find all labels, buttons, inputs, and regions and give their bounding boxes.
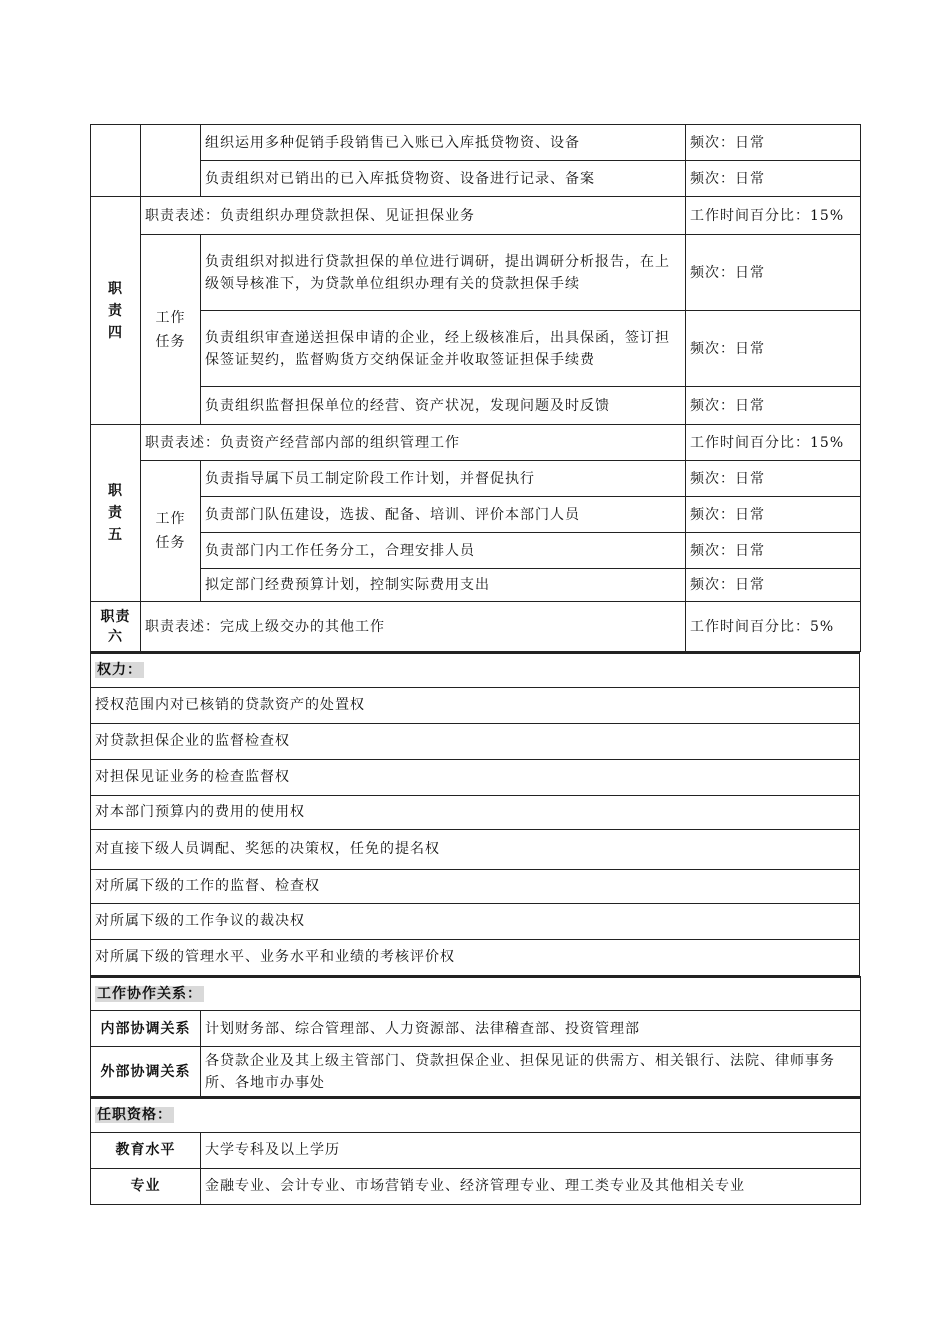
task-row (91, 387, 861, 425)
duty-description-row (91, 602, 861, 652)
duty-description-row (91, 425, 861, 461)
task-row (91, 569, 861, 602)
task-text: 组织运用多种促销手段销售已入账已入库抵贷物资、设备 (201, 125, 686, 161)
task-text: 负责组织对已销出的已入库抵贷物资、设备进行记录、备案 (201, 161, 686, 197)
task-text: 负责组织监督担保单位的经营、资产状况，发现问题及时反馈 (201, 387, 686, 425)
power-title: 权力： (91, 653, 860, 687)
task-row (91, 125, 861, 161)
task-text: 负责组织对拟进行贷款担保的单位进行调研，提出调研分析报告，在上级领导核准下，为贷款单位组织办理有关的贷款担保手续 (201, 235, 686, 311)
duty-description: 职责表述：负责组织办理贷款担保、见证担保业务 (141, 197, 686, 235)
power-item: 对担保见证业务的检查监督权 (91, 759, 860, 795)
duty-percent: 工作时间百分比：15% (686, 425, 861, 461)
task-row (91, 161, 861, 197)
job-description-sheet (90, 124, 860, 1205)
relations-title: 工作协作关系： (91, 977, 861, 1011)
duty-percent: 工作时间百分比：5% (686, 602, 861, 652)
qualification-header-row (91, 1098, 861, 1132)
internal-relations-value: 计划财务部、综合管理部、人力资源部、法律稽查部、投资管理部 (201, 1011, 861, 1047)
task-frequency: 频次：日常 (686, 461, 861, 497)
task-label: 工作 任务 (141, 235, 201, 425)
power-item: 对所属下级的管理水平、业务水平和业绩的考核评价权 (91, 939, 860, 975)
task-frequency: 频次：日常 (686, 311, 861, 387)
task-row (91, 461, 861, 497)
task-label: 工作 任务 (141, 461, 201, 602)
power-item: 对所属下级的工作争议的裁决权 (91, 903, 860, 939)
external-relations-row (91, 1047, 861, 1097)
external-relations-label: 外部协调关系 (91, 1047, 201, 1097)
task-text: 负责组织审查递送担保申请的企业，经上级核准后，出具保函，签订担保签证契约，监督购货方交纳保证金并收取签证担保手续费 (201, 311, 686, 387)
task-text: 负责部门队伍建设，选拔、配备、培训、评价本部门人员 (201, 497, 686, 533)
task-row (91, 235, 861, 311)
power-item: 对贷款担保企业的监督检查权 (91, 723, 860, 759)
duty-description: 职责表述：负责资产经营部内部的组织管理工作 (141, 425, 686, 461)
power-item: 对所属下级的工作的监督、检查权 (91, 869, 860, 903)
task-text: 拟定部门经费预算计划，控制实际费用支出 (201, 569, 686, 602)
power-item: 对本部门预算内的费用的使用权 (91, 795, 860, 829)
task-text: 负责部门内工作任务分工，合理安排人员 (201, 533, 686, 569)
task-frequency: 频次：日常 (686, 569, 861, 602)
task-row (91, 533, 861, 569)
task-label-cell (141, 125, 201, 197)
duty-description-row (91, 197, 861, 235)
task-text: 负责指导属下员工制定阶段工作计划，并督促执行 (201, 461, 686, 497)
task-frequency: 频次：日常 (686, 235, 861, 311)
relations-table (90, 976, 861, 1098)
power-table (90, 652, 860, 976)
duty-description: 职责表述：完成上级交办的其他工作 (141, 602, 686, 652)
qualification-table (90, 1097, 861, 1205)
duty-five-label: 职 责 五 (91, 425, 141, 602)
task-frequency: 频次：日常 (686, 387, 861, 425)
internal-relations-row (91, 1011, 861, 1047)
task-row (91, 497, 861, 533)
external-relations-value: 各贷款企业及其上级主管部门、贷款担保企业、担保见证的供需方、相关银行、法院、律师事务所、各地市办事处 (201, 1047, 861, 1097)
major-label: 专业 (91, 1168, 201, 1204)
relations-header-row (91, 977, 861, 1011)
qualification-title: 任职资格： (91, 1098, 861, 1132)
task-frequency: 频次：日常 (686, 125, 861, 161)
major-value: 金融专业、会计专业、市场营销专业、经济管理专业、理工类专业及其他相关专业 (201, 1168, 861, 1204)
duty-label-cell (91, 125, 141, 197)
education-row (91, 1132, 861, 1168)
task-frequency: 频次：日常 (686, 161, 861, 197)
duty-percent: 工作时间百分比：15% (686, 197, 861, 235)
duty-six-label: 职责 六 (91, 602, 141, 652)
task-row (91, 311, 861, 387)
internal-relations-label: 内部协调关系 (91, 1011, 201, 1047)
power-item: 对直接下级人员调配、奖惩的决策权，任免的提名权 (91, 829, 860, 869)
education-label: 教育水平 (91, 1132, 201, 1168)
duty-four-label: 职 责 四 (91, 197, 141, 425)
task-frequency: 频次：日常 (686, 533, 861, 569)
power-item: 授权范围内对已核销的贷款资产的处置权 (91, 687, 860, 723)
major-row (91, 1168, 861, 1204)
duties-table (90, 124, 861, 652)
education-value: 大学专科及以上学历 (201, 1132, 861, 1168)
task-frequency: 频次：日常 (686, 497, 861, 533)
power-header-row (91, 653, 860, 687)
